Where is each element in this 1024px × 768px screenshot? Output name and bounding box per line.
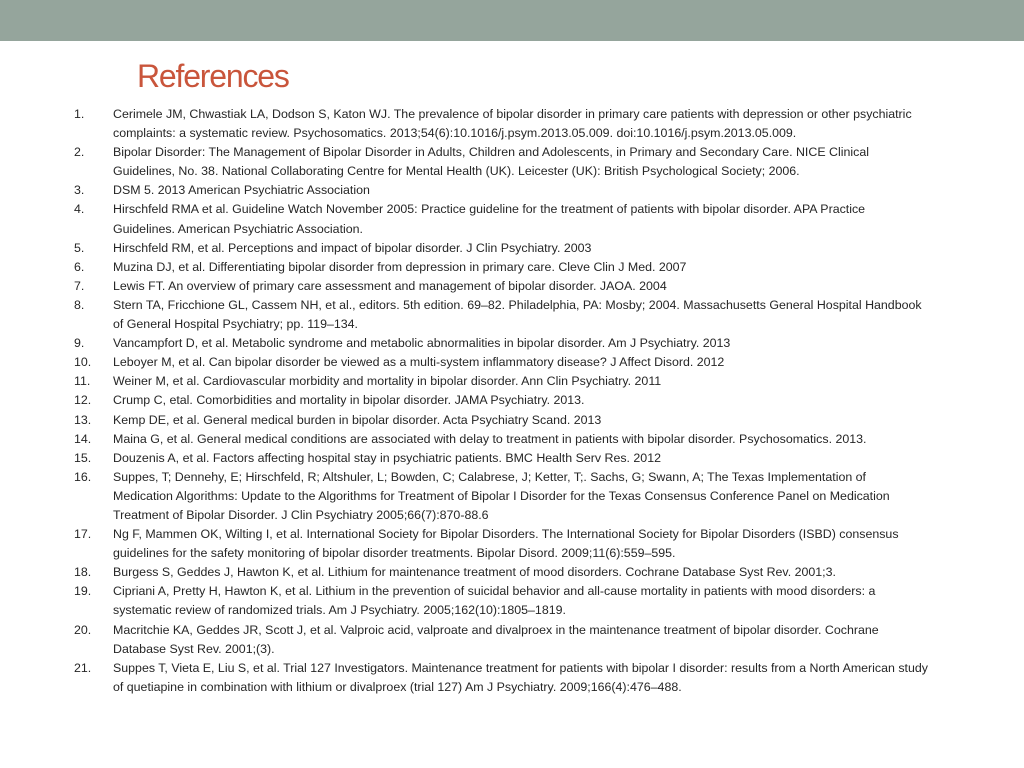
reference-text: Ng F, Mammen OK, Wilting I, et al. International Society for Bipolar Disorders. The International Society for Bipolar Disorders (ISBD) consensus guidelines for the safety monitoring of bipolar disorder treatments. Bipolar Disord. 2009;11(6):559–595. xyxy=(113,527,899,561)
reference-item-5 xyxy=(0,239,1024,258)
reference-number: 17. xyxy=(74,527,92,542)
reference-text: Hirschfeld RMA et al. Guideline Watch November 2005: Practice guideline for the treatment of patients with bipolar disorder. APA Practice Guidelines. American Psychiatric Association. xyxy=(113,202,866,236)
reference-text: Suppes T, Vieta E, Liu S, et al. Trial 127 Investigators. Maintenance treatment for patients with bipolar I disorder: results from a North American study of quetiapine in combination with lithium or divalproex (trial 127) Am J Psychiatry. 2009;166(4):476–488. xyxy=(113,660,928,694)
reference-text: Crump C, etal. Comorbidities and mortality in bipolar disorder. JAMA Psychiatry. 2013. xyxy=(113,393,585,408)
reference-item-14 xyxy=(0,430,1024,449)
reference-number: 9. xyxy=(74,336,85,351)
reference-number: 4. xyxy=(74,202,85,217)
reference-text: Cipriani A, Pretty H, Hawton K, et al. Lithium in the prevention of suicidal behavior and all-cause mortality in patients with mood disorders: a systematic review of randomized trials. Am J Psychiatry. 2005;162(10):1805–1819. xyxy=(113,584,876,618)
reference-number: 2. xyxy=(74,145,85,160)
reference-item-11 xyxy=(0,372,1024,391)
reference-text: DSM 5. 2013 American Psychiatric Association xyxy=(113,183,370,198)
reference-number: 13. xyxy=(74,412,92,427)
reference-number: 10. xyxy=(74,355,92,370)
reference-number: 19. xyxy=(74,584,92,599)
reference-number: 12. xyxy=(74,393,92,408)
reference-text: Stern TA, Fricchione GL, Cassem NH, et al., editors. 5th edition. 69–82. Philadelphia, PA: Mosby; 2004. Massachusetts General Hospital Handbook of General Hospital Psychiatry; pp. 119–134. xyxy=(113,297,922,332)
reference-number: 5. xyxy=(74,240,85,255)
reference-text: Kemp DE, et al. General medical burden in bipolar disorder. Acta Psychiatry Scand. 2013 xyxy=(113,412,602,427)
reference-number: 11. xyxy=(74,374,91,389)
reference-number: 16. xyxy=(74,469,92,484)
reference-text: Bipolar Disorder: The Management of Bipolar Disorder in Adults, Children and Adolescents, in Primary and Secondary Care. NICE Clinical Guidelines, No. 38. National Collaborating Centre for Mental Health (UK). Leicester (UK): British Psychological Society; 2006. xyxy=(113,145,869,179)
page-title: References xyxy=(137,58,289,94)
reference-item-3 xyxy=(0,181,1024,200)
reference-item-18 xyxy=(0,563,1024,582)
reference-text: Maina G, et al. General medical conditions are associated with delay to treatment in patients with bipolar disorder. Psychosomatics. 2013. xyxy=(113,431,867,446)
reference-item-1 xyxy=(0,105,1024,143)
reference-item-17 xyxy=(0,525,1024,563)
reference-text: Burgess S, Geddes J, Hawton K, et al. Lithium for maintenance treatment of mood disorders. Cochrane Database Syst Rev. 2001;3. xyxy=(113,565,836,580)
reference-list xyxy=(0,105,1024,697)
reference-item-8 xyxy=(0,296,1024,334)
reference-item-21 xyxy=(0,659,1024,697)
reference-text: Cerimele JM, Chwastiak LA, Dodson S, Katon WJ. The prevalence of bipolar disorder in primary care patients with depression or other psychiatric complaints: a systematic review. Psychosomatics. 2013;54(6):10.1016/j.psym.2013.05.009. doi:10.1016/j.psym.2013.05.009. xyxy=(113,107,912,141)
reference-number: 1. xyxy=(74,107,85,121)
reference-item-20 xyxy=(0,621,1024,659)
reference-number: 21. xyxy=(74,660,92,675)
reference-item-7 xyxy=(0,277,1024,296)
reference-item-10 xyxy=(0,353,1024,372)
reference-number: 6. xyxy=(74,259,85,274)
reference-number: 8. xyxy=(74,297,85,312)
reference-item-2 xyxy=(0,143,1024,181)
reference-text: Macritchie KA, Geddes JR, Scott J, et al. Valproic acid, valproate and divalproex in the maintenance treatment of bipolar disorder. Cochrane Database Syst Rev. 2001;(3). xyxy=(113,622,879,656)
reference-text: Vancampfort D, et al. Metabolic syndrome and metabolic abnormalities in bipolar disorder. Am J Psychiatry. 2013 xyxy=(113,336,731,351)
reference-text: Hirschfeld RM, et al. Perceptions and impact of bipolar disorder. J Clin Psychiatry. 2003 xyxy=(113,240,592,255)
reference-item-19 xyxy=(0,582,1024,620)
reference-text: Suppes, T; Dennehy, E; Hirschfeld, R; Altshuler, L; Bowden, C; Calabrese, J; Ketter, T;. Sachs, G; Swann, A; The Texas Implementation of Medication Algorithms: Update to the Algorithms for Treatment of Bipolar I Disorder for the Texas Consensus Conference Panel on Medication Treatment of Bipolar Disorder. J Clin Psychiatry 2005;66(7):870-88.6 xyxy=(113,469,890,522)
reference-number: 20. xyxy=(74,622,92,637)
reference-number: 15. xyxy=(74,450,92,465)
header-band xyxy=(0,0,1024,41)
reference-number: 18. xyxy=(74,565,92,580)
reference-text: Leboyer M, et al. Can bipolar disorder be viewed as a multi-system inflammatory disease? J Affect Disord. 2012 xyxy=(113,355,725,370)
reference-text: Douzenis A, et al. Factors affecting hospital stay in psychiatric patients. BMC Health Serv Res. 2012 xyxy=(113,450,661,465)
reference-number: 7. xyxy=(74,278,85,293)
reference-item-6 xyxy=(0,258,1024,277)
reference-item-9 xyxy=(0,334,1024,353)
reference-item-12 xyxy=(0,391,1024,410)
reference-text: Lewis FT. An overview of primary care assessment and management of bipolar disorder. JAOA. 2004 xyxy=(113,278,667,293)
reference-number: 3. xyxy=(74,183,85,198)
reference-item-13 xyxy=(0,411,1024,430)
reference-text: Weiner M, et al. Cardiovascular morbidity and mortality in bipolar disorder. Ann Clin Psychiatry. 2011 xyxy=(113,374,662,389)
reference-item-15 xyxy=(0,449,1024,468)
reference-item-16 xyxy=(0,468,1024,525)
reference-number: 14. xyxy=(74,431,92,446)
reference-text: Muzina DJ, et al. Differentiating bipolar disorder from depression in primary care. Cleve Clin J Med. 2007 xyxy=(113,259,687,274)
reference-item-4 xyxy=(0,200,1024,238)
